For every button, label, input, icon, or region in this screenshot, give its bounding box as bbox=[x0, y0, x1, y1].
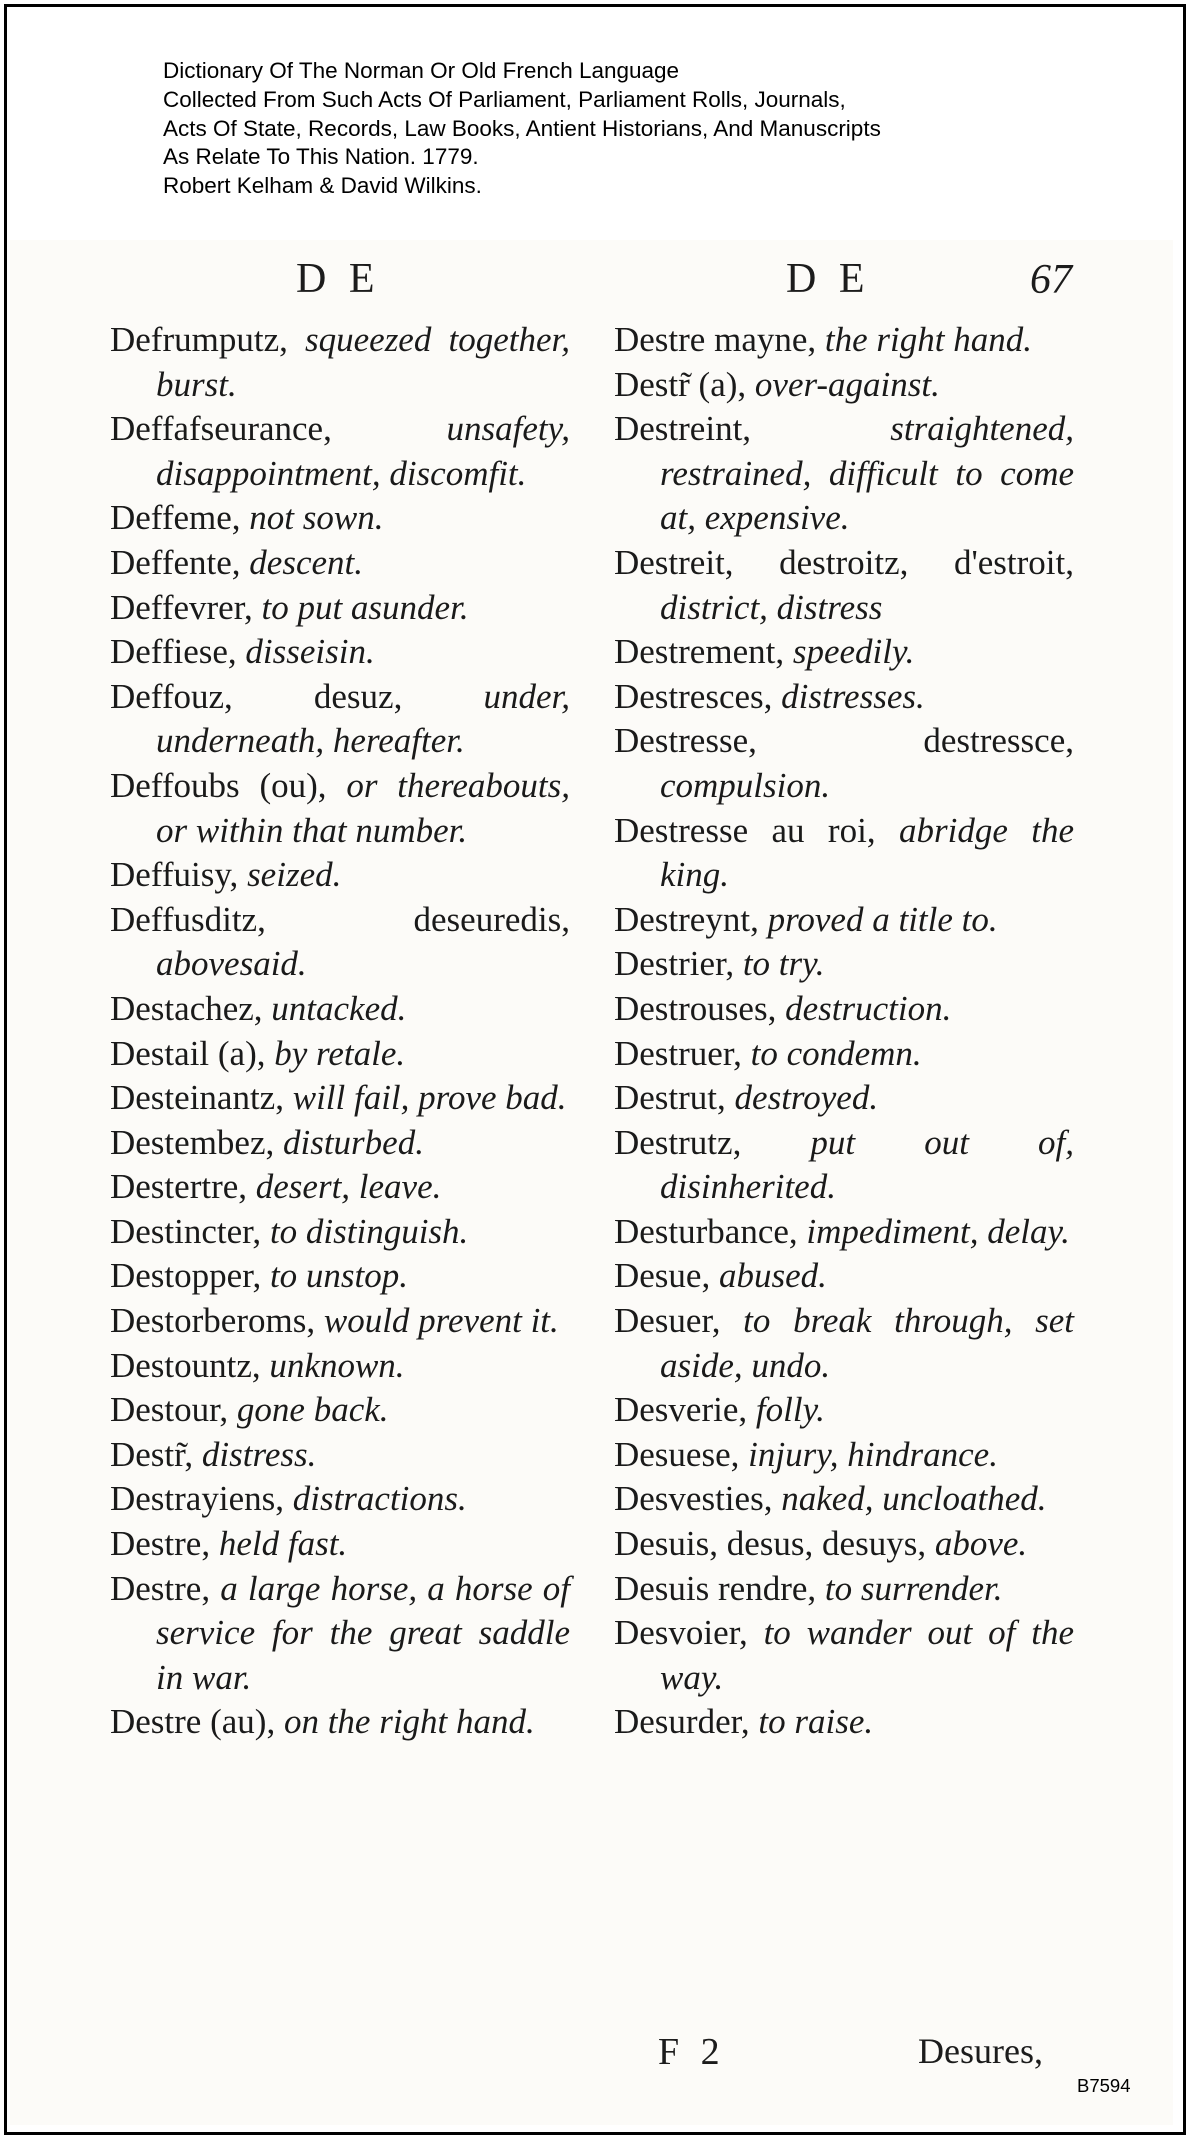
entry-definition: destroyed. bbox=[734, 1078, 879, 1118]
entry-headword: Desuer, bbox=[614, 1301, 721, 1341]
caption-line: Acts Of State, Records, Law Books, Antient Historians, And Manuscripts bbox=[163, 115, 881, 141]
dictionary-entry bbox=[110, 1388, 570, 1433]
dictionary-entry bbox=[614, 407, 1074, 541]
entry-headword: Desue, bbox=[614, 1256, 711, 1296]
entry-headword: Destembez, bbox=[110, 1122, 275, 1162]
entry-definition: abovesaid. bbox=[156, 944, 307, 984]
dictionary-entry bbox=[110, 1477, 570, 1522]
entry-headword: Destreint, bbox=[614, 409, 752, 449]
entry-definition: district, distress bbox=[660, 587, 883, 627]
entry-definition: seized. bbox=[247, 855, 342, 895]
dictionary-entry bbox=[110, 496, 570, 541]
entry-definition: on the right hand. bbox=[283, 1702, 535, 1742]
dictionary-entry bbox=[110, 1076, 570, 1121]
entry-headword: Desvoier, bbox=[614, 1613, 748, 1653]
entry-headword: Destour, bbox=[110, 1390, 229, 1430]
entry-headword: Deffuisy, bbox=[110, 855, 239, 895]
caption-line: Collected From Such Acts Of Parliament, Parliament Rolls, Journals, bbox=[163, 86, 846, 112]
dictionary-entry bbox=[614, 809, 1074, 898]
entry-definition: to condemn. bbox=[750, 1033, 922, 1073]
entry-headword: Defrumputz, bbox=[110, 320, 288, 359]
reference-code: B7594 bbox=[1077, 2075, 1131, 2096]
entry-headword: Deffusditz, deseuredis, bbox=[110, 899, 570, 939]
entry-headword: Deffente, bbox=[110, 542, 241, 582]
entry-definition: desert, leave. bbox=[255, 1167, 442, 1207]
entry-headword: Deffoubs (ou), bbox=[110, 765, 327, 805]
entry-definition: over-against. bbox=[754, 364, 940, 404]
entry-definition: put out of, disinherited. bbox=[660, 1122, 1074, 1207]
entry-definition: injury, hindrance. bbox=[748, 1434, 998, 1474]
entry-headword: Destachez, bbox=[110, 988, 263, 1028]
dictionary-entry bbox=[614, 1076, 1074, 1121]
entry-definition: distresses. bbox=[781, 676, 925, 716]
entry-headword: Destrutz, bbox=[614, 1122, 742, 1162]
entry-headword: Desteinantz, bbox=[110, 1078, 284, 1118]
entry-headword: Deffiese, bbox=[110, 632, 237, 672]
entry-definition: to try. bbox=[742, 944, 825, 984]
entry-headword: Desverie, bbox=[614, 1390, 748, 1430]
entry-headword: Destrement, bbox=[614, 632, 785, 672]
entry-definition: a large horse, a horse of service for the great saddle in war. bbox=[156, 1568, 571, 1697]
entry-headword: Destrier, bbox=[614, 944, 735, 984]
entry-headword: Deffevrer, bbox=[110, 587, 253, 627]
entry-definition: distress. bbox=[201, 1434, 317, 1474]
dictionary-entry bbox=[614, 1567, 1074, 1612]
entry-headword: Destertre, bbox=[110, 1167, 248, 1207]
entry-definition: to unstop. bbox=[269, 1256, 409, 1296]
dictionary-entry bbox=[614, 1299, 1074, 1388]
entry-headword: Destre, bbox=[110, 1524, 211, 1564]
entry-definition: will fail, prove bad. bbox=[292, 1078, 567, 1118]
dictionary-entry bbox=[614, 898, 1074, 943]
entry-headword: Destr̃, bbox=[110, 1434, 194, 1474]
dictionary-entry bbox=[110, 1700, 570, 1745]
entry-definition: under, underneath, hereafter. bbox=[156, 676, 570, 761]
dictionary-entry bbox=[110, 898, 570, 987]
entry-headword: Destr̃ (a), bbox=[614, 364, 747, 404]
entry-headword: Destrut, bbox=[614, 1078, 726, 1118]
dictionary-entry bbox=[614, 1388, 1074, 1433]
entry-headword: Destreit, destroitz, d'estroit, bbox=[614, 542, 1074, 582]
caption-line: As Relate To This Nation. 1779. bbox=[163, 144, 479, 170]
dictionary-entry bbox=[614, 1611, 1074, 1700]
dictionary-entry bbox=[110, 541, 570, 586]
dictionary-entry bbox=[614, 318, 1074, 363]
entry-definition: held fast. bbox=[218, 1524, 348, 1564]
entry-definition: untacked. bbox=[271, 988, 407, 1028]
entry-headword: Destre mayne, bbox=[614, 320, 817, 359]
entry-headword: Destrayiens, bbox=[110, 1479, 284, 1519]
dictionary-entry bbox=[110, 853, 570, 898]
entry-headword: Destincter, bbox=[110, 1211, 262, 1251]
dictionary-entry bbox=[110, 407, 570, 496]
running-head-left: D E bbox=[296, 256, 381, 302]
entry-definition: distractions. bbox=[292, 1479, 467, 1519]
dictionary-entry bbox=[614, 1254, 1074, 1299]
dictionary-entry bbox=[614, 987, 1074, 1032]
entry-headword: Destresse au roi, bbox=[614, 810, 876, 850]
caption-block bbox=[163, 57, 1063, 201]
entry-headword: Desturbance, bbox=[614, 1211, 798, 1251]
dictionary-entry bbox=[110, 630, 570, 675]
entry-definition: to raise. bbox=[758, 1702, 874, 1742]
dictionary-entry bbox=[110, 1299, 570, 1344]
entry-definition: gone back. bbox=[236, 1390, 389, 1430]
entry-definition: abused. bbox=[718, 1256, 827, 1296]
entry-definition: descent. bbox=[249, 542, 363, 582]
dictionary-entry bbox=[614, 363, 1074, 408]
dictionary-entry bbox=[110, 1210, 570, 1255]
entry-definition: or thereabouts, or within that number. bbox=[156, 765, 570, 850]
dictionary-entry bbox=[614, 541, 1074, 630]
dictionary-entry bbox=[110, 1522, 570, 1567]
entry-definition: the right hand. bbox=[824, 320, 1032, 359]
dictionary-entry bbox=[110, 1254, 570, 1299]
dictionary-entry bbox=[614, 1121, 1074, 1210]
entry-definition: disturbed. bbox=[282, 1122, 424, 1162]
dictionary-entry bbox=[110, 675, 570, 764]
dictionary-entry bbox=[614, 1700, 1074, 1745]
entry-definition: to put asunder. bbox=[261, 587, 469, 627]
dictionary-entry bbox=[614, 1477, 1074, 1522]
entry-headword: Deffouz, desuz, bbox=[110, 676, 403, 716]
entry-definition: to break through, set aside, undo. bbox=[660, 1301, 1075, 1385]
running-head-right: D E bbox=[786, 256, 871, 302]
entry-headword: Destountz, bbox=[110, 1345, 261, 1385]
dictionary-entry bbox=[614, 675, 1074, 720]
entry-headword: Desvesties, bbox=[614, 1479, 773, 1519]
left-column bbox=[110, 318, 570, 1745]
entry-headword: Destrouses, bbox=[614, 988, 777, 1028]
entry-headword: Destopper, bbox=[110, 1256, 262, 1296]
dictionary-entry bbox=[110, 586, 570, 631]
entry-definition: destruction. bbox=[785, 988, 952, 1028]
caption-line: Robert Kelham & David Wilkins. bbox=[163, 173, 482, 199]
dictionary-entry bbox=[614, 719, 1074, 808]
entry-headword: Destorberoms, bbox=[110, 1301, 316, 1341]
dictionary-entry bbox=[110, 764, 570, 853]
dictionary-entry bbox=[614, 1433, 1074, 1478]
entry-definition: abridge the king. bbox=[660, 810, 1074, 895]
entry-definition: compulsion. bbox=[660, 765, 831, 805]
entry-headword: Desuese, bbox=[614, 1434, 740, 1474]
dictionary-entry bbox=[614, 942, 1074, 987]
entry-definition: unknown. bbox=[269, 1345, 405, 1385]
entry-headword: Destre (au), bbox=[110, 1702, 276, 1742]
entry-headword: Destruer, bbox=[614, 1033, 742, 1073]
entry-headword: Deffafseurance, bbox=[110, 409, 332, 449]
entry-definition: to distinguish. bbox=[269, 1211, 469, 1251]
dictionary-entry bbox=[614, 1522, 1074, 1567]
entry-definition: proved a title to. bbox=[767, 899, 998, 939]
entry-definition: unsafety, disappointment, discomfit. bbox=[156, 409, 570, 493]
dictionary-entry bbox=[110, 1165, 570, 1210]
entry-headword: Destail (a), bbox=[110, 1033, 266, 1073]
entry-definition: disseisin. bbox=[245, 632, 375, 672]
caption-line: Dictionary Of The Norman Or Old French Language bbox=[163, 58, 680, 83]
entry-headword: Desuis, desus, desuys, bbox=[614, 1524, 927, 1564]
entry-headword: Desurder, bbox=[614, 1702, 750, 1742]
dictionary-entry bbox=[110, 987, 570, 1032]
entry-definition: not sown. bbox=[249, 498, 384, 538]
right-column bbox=[614, 318, 1074, 1745]
entry-headword: Destre, bbox=[110, 1568, 211, 1608]
entry-definition: squeezed together, burst. bbox=[156, 320, 570, 404]
page-number: 67 bbox=[1030, 257, 1072, 303]
entry-headword: Destresse, destressce, bbox=[614, 721, 1074, 761]
entry-headword: Deffeme, bbox=[110, 498, 241, 538]
entry-definition: naked, uncloathed. bbox=[781, 1479, 1047, 1519]
entry-headword: Desuis rendre, bbox=[614, 1568, 817, 1608]
entry-definition: to surrender. bbox=[824, 1568, 1003, 1608]
dictionary-entry bbox=[110, 1567, 570, 1701]
dictionary-entry bbox=[614, 630, 1074, 675]
entry-definition: impediment, delay. bbox=[806, 1211, 1070, 1251]
catchword: Desures, bbox=[918, 2031, 1043, 2071]
dictionary-entry bbox=[614, 1210, 1074, 1255]
dictionary-entry bbox=[110, 1121, 570, 1166]
entry-headword: Destresces, bbox=[614, 676, 773, 716]
dictionary-entry bbox=[614, 1032, 1074, 1077]
dictionary-entry bbox=[110, 318, 570, 407]
dictionary-entry bbox=[110, 1032, 570, 1077]
entry-definition: speedily. bbox=[792, 632, 915, 672]
dictionary-entry bbox=[110, 1344, 570, 1389]
entry-definition: by retale. bbox=[274, 1033, 406, 1073]
entry-headword: Destreynt, bbox=[614, 899, 759, 939]
entry-definition: would prevent it. bbox=[323, 1301, 559, 1341]
entry-definition: folly. bbox=[755, 1390, 825, 1430]
entry-definition: straightened, restrained, difficult to come at, expensive. bbox=[660, 409, 1074, 538]
entry-definition: to wander out of the way. bbox=[660, 1613, 1074, 1697]
dictionary-entry bbox=[110, 1433, 570, 1478]
signature-mark: F 2 bbox=[658, 2031, 726, 2073]
entry-definition: above. bbox=[934, 1524, 1028, 1564]
